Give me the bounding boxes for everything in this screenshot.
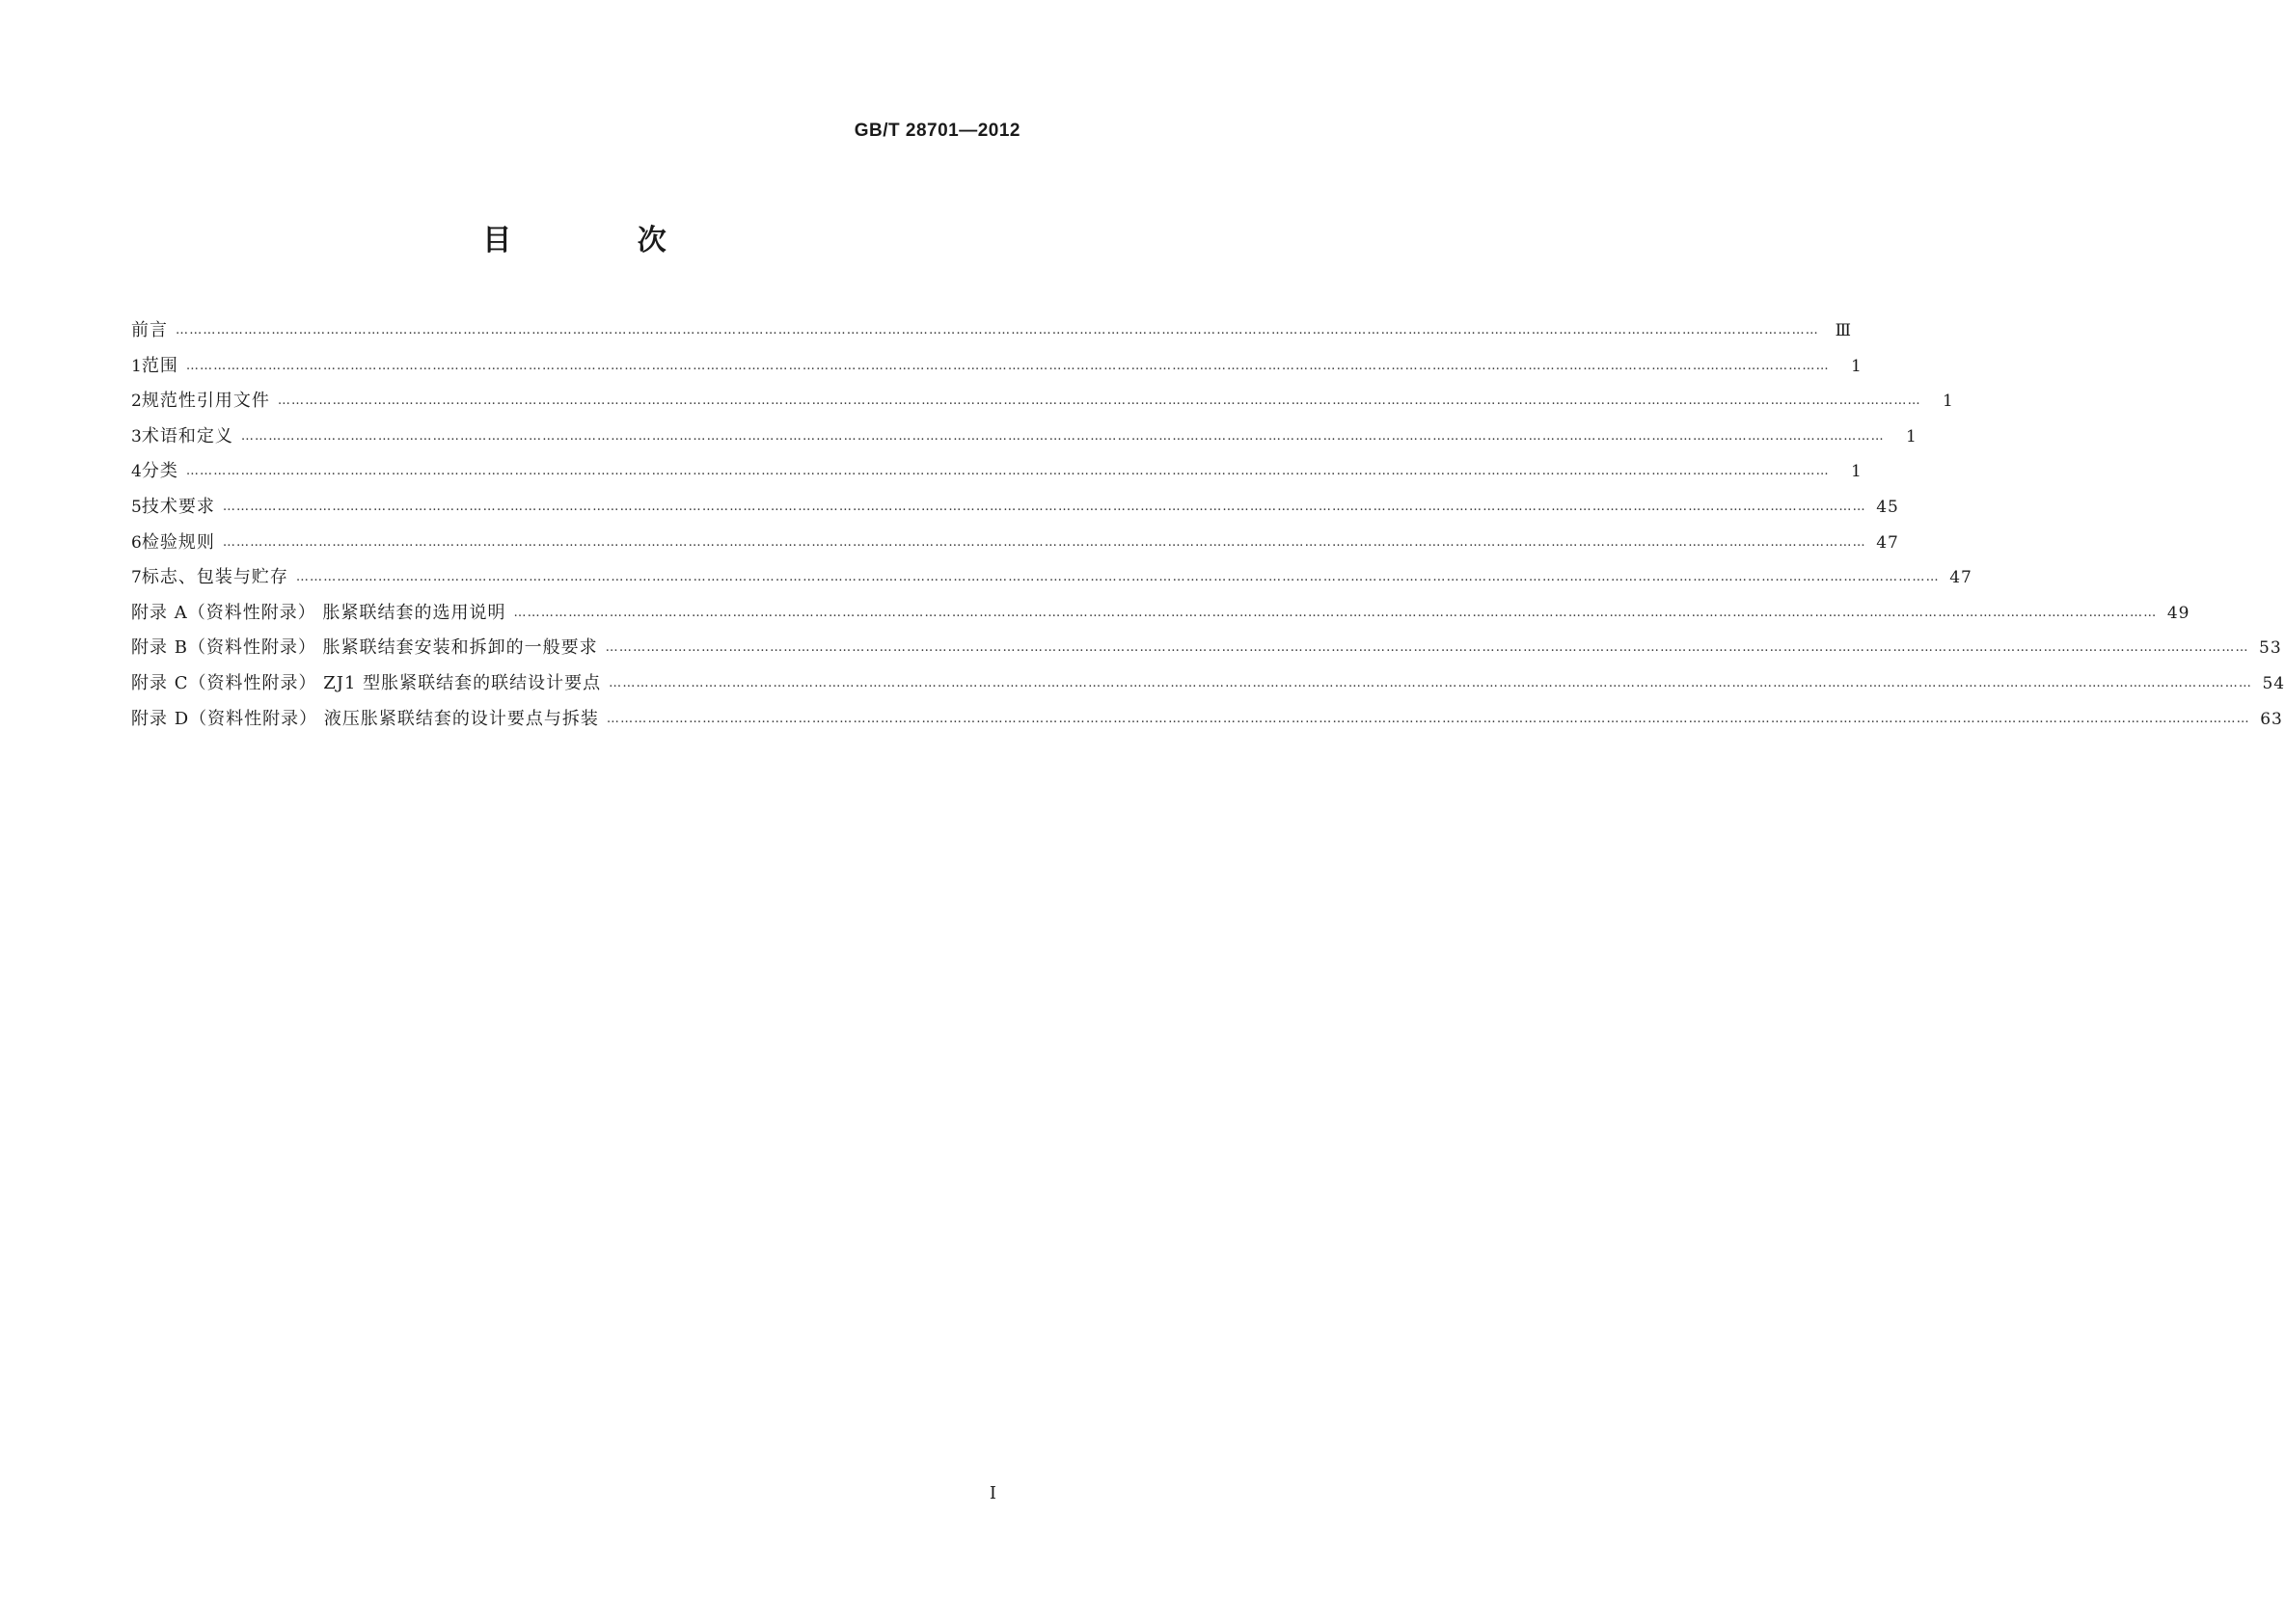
toc-entry-page: 49	[2166, 603, 2190, 623]
page-number: I	[989, 1483, 996, 1503]
dot-leader: ………………………………………………………………………………………………………………………………………………………………………………………………………………………………………………………………………………………………………………………………	[513, 605, 2158, 620]
toc-entry-technical-requirements[interactable]	[131, 493, 1899, 528]
toc-entry-page: 1	[1943, 392, 1954, 412]
toc-entry-label: 规范性引用文件	[141, 391, 270, 412]
toc-entry-terms-definitions[interactable]	[131, 422, 1918, 458]
toc-entry-number: 5	[131, 497, 142, 517]
toc-entry-number: 7	[131, 568, 142, 588]
toc-entry-label: 技术要求	[141, 496, 215, 517]
toc-entry-page: 47	[1949, 568, 1972, 588]
toc-entry-foreword[interactable]	[131, 316, 1852, 352]
toc-entry-page: 54	[2262, 673, 2285, 693]
dot-leader: ………………………………………………………………………………………………………………………………………………………………………………………………………………………………………………………………………………………………………………………………	[222, 499, 1866, 514]
dot-leader: ………………………………………………………………………………………………………………………………………………………………………………………………………………………………………………………………………………………………………………………………	[295, 570, 1940, 585]
toc-entry-number: 4	[131, 462, 142, 482]
toc-entry-number: 3	[131, 426, 142, 447]
toc-entry-page: 45	[1876, 497, 1899, 517]
toc-entry-number: 6	[131, 532, 142, 553]
dot-leader: ………………………………………………………………………………………………………………………………………………………………………………………………………………………………………………………………………………………………………………………………	[606, 711, 2250, 726]
toc-entry-page: 1	[1851, 462, 1863, 482]
toc-entry-inspection-rules[interactable]	[131, 528, 1899, 564]
toc-entry-page: 53	[2259, 638, 2282, 659]
dot-leader: ………………………………………………………………………………………………………………………………………………………………………………………………………………………………………………………………………………………………………………………………	[185, 358, 1830, 373]
dot-leader: ………………………………………………………………………………………………………………………………………………………………………………………………………………………………………………………………………………………………………………………………	[277, 393, 1921, 409]
toc-entry-scope[interactable]	[131, 352, 1863, 388]
toc-entry-page: 63	[2260, 709, 2283, 729]
toc-entry-label: 分类	[141, 461, 178, 482]
toc-entry-number: 1	[131, 356, 142, 376]
toc-entry-label: 附录 A（资料性附录） 胀紧联结套的选用说明	[131, 602, 506, 623]
dot-leader: ………………………………………………………………………………………………………………………………………………………………………………………………………………………………………………………………………………………………………………………………	[185, 464, 1830, 479]
dot-leader: ………………………………………………………………………………………………………………………………………………………………………………………………………………………………………………………………………………………………………………………………	[609, 675, 2253, 690]
toc-entry-page: 1	[1851, 356, 1863, 376]
toc-entry-label: 前言	[131, 320, 168, 340]
toc-entry-annex-d[interactable]	[131, 705, 2283, 741]
toc-entry-classification[interactable]	[131, 457, 1863, 493]
dot-leader: ………………………………………………………………………………………………………………………………………………………………………………………………………………………………………………………………………………………………………………………………	[605, 640, 2249, 656]
page-title: 目 次	[482, 224, 724, 257]
toc-entry-annex-b[interactable]	[131, 634, 2282, 669]
standard-code: GB/T 28701—2012	[854, 121, 1020, 141]
toc-entry-label: 附录 B（资料性附录） 胀紧联结套安装和拆卸的一般要求	[131, 637, 598, 659]
toc-entry-marking-packaging-storage[interactable]	[131, 563, 1972, 599]
toc-entry-page: 47	[1876, 532, 1899, 553]
toc-entry-normative-references[interactable]	[131, 387, 1954, 422]
toc-entry-page: Ⅲ	[1835, 321, 1852, 340]
dot-leader: ………………………………………………………………………………………………………………………………………………………………………………………………………………………………………………………………………………………………………………………………	[240, 428, 1885, 444]
toc-entry-label: 范围	[141, 355, 178, 376]
dot-leader: ………………………………………………………………………………………………………………………………………………………………………………………………………………………………………………………………………………………………………………………………	[222, 534, 1866, 550]
table-of-contents	[131, 316, 2285, 740]
toc-entry-annex-c[interactable]	[131, 669, 2285, 705]
toc-entry-annex-a[interactable]	[131, 599, 2190, 635]
toc-entry-label: 检验规则	[141, 531, 215, 553]
toc-entry-label: 附录 D（资料性附录） 液压胀紧联结套的设计要点与拆装	[131, 708, 599, 729]
toc-entry-label: 附录 C（资料性附录） ZJ1 型胀紧联结套的联结设计要点	[131, 672, 602, 693]
dot-leader: ………………………………………………………………………………………………………………………………………………………………………………………………………………………………………………………………………………………………………………………………	[176, 323, 1819, 338]
toc-entry-page: 1	[1906, 426, 1918, 447]
toc-entry-label: 术语和定义	[141, 425, 233, 447]
toc-entry-label: 标志、包装与贮存	[141, 567, 288, 588]
toc-entry-number: 2	[131, 392, 142, 412]
